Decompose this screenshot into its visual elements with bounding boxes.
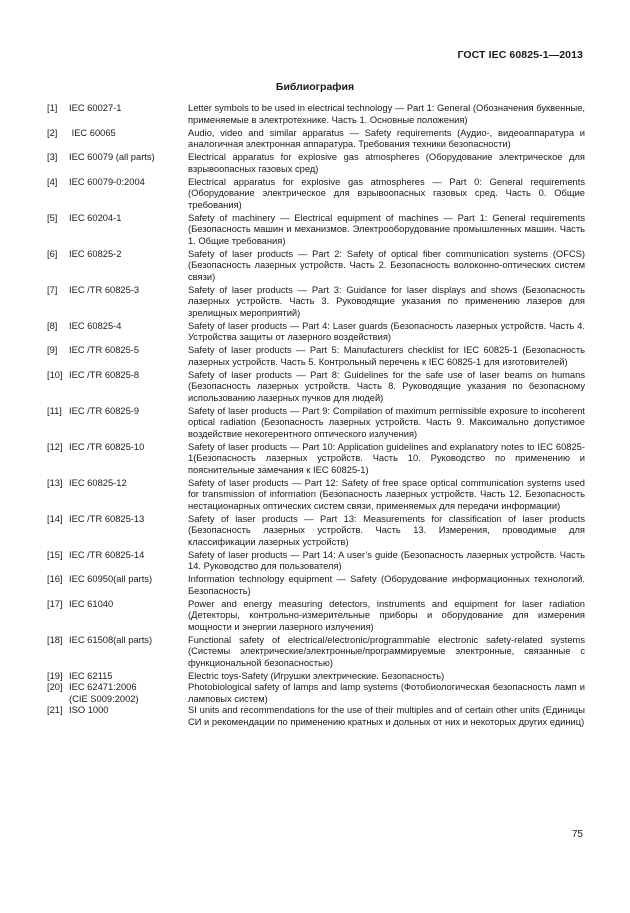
entry-code: IEC 61508(all parts) [69, 634, 153, 645]
entry-code: IEC /TR 60825-5 [69, 345, 140, 355]
entry-number: [6] [47, 248, 58, 259]
entry-number: [9] [47, 345, 58, 355]
entry-number: [21] [47, 705, 63, 715]
entry-number: [5] [47, 212, 58, 223]
entry-code: IEC 60825-4 [69, 320, 122, 331]
entry-text: Safety of laser products — Part 3: Guidance for laser displays and shows (Безопасность лазерных устройств. Часть 3. Руководящие указания по применению лазеров для зрелищных мероприятий) [188, 284, 585, 318]
page-number: 75 [571, 829, 583, 840]
entry-code: IEC 62115 [69, 670, 113, 681]
entry-number: [19] [47, 670, 63, 681]
entry-number: [10] [47, 369, 63, 380]
bibliography-entry [47, 103, 585, 126]
entry-text: Power and energy measuring detectors, instruments and equipment for laser radiation (Детекторы, контрольно-измерительные приборы и оборудование для измерения мощности и энергии лазерного излучения) [188, 598, 585, 632]
entry-text: Safety of laser products — Part 5: Manufacturers checklist for IEC 60825-1 (Безопасность лазерных устройств. Часть 5. Контрольный перечень к IEC 60825-1 для изготовителей) [188, 345, 585, 367]
entry-code: IEC /TR 60825-8 [69, 369, 140, 380]
entry-code: IEC 60825-2 [69, 248, 122, 259]
entry-number: [1] [47, 103, 58, 113]
entry-number: [18] [47, 634, 63, 645]
entry-code: IEC 60825-12 [69, 477, 127, 488]
entry-code: ISO 1000 [69, 705, 109, 715]
bibliography-entry [47, 321, 585, 344]
entry-number: [3] [47, 152, 58, 162]
entry-number: [2] [47, 127, 58, 138]
entry-number: [12] [47, 441, 63, 452]
bibliography-entry [47, 478, 585, 513]
bibliography-entry [47, 635, 585, 670]
entry-code: IEC 60065 [69, 127, 116, 138]
entry-text: Functional safety of electrical/electronic/programmable electronic safety-related systems (Системы электрические/электронные/программируемые электронные, связанные с функциональной безопасностью) [188, 634, 585, 668]
bibliography-entry [47, 550, 585, 573]
entry-number: [16] [47, 574, 63, 584]
entry-text: Safety of laser products — Part 13: Measurements for classification of laser products (Безопасность лазерных устройств. Часть 13. Измерения, проводимые для классификации лазерных устройств) [188, 513, 585, 547]
entry-number: [7] [47, 284, 58, 295]
entry-text: Safety of laser products — Part 9: Compilation of maximum permissible exposure to incoherent optical radiation (Безопасность лазерных устройств. Часть 9. Максимально допустимое воздействие некогерентного оптического излучения) [188, 405, 585, 439]
entry-text: SI units and recommendations for the use of their multiples and of certain other units (Единицы СИ и рекомендации по применению кратных и дольных от них и некоторых других единиц) [188, 705, 585, 727]
bibliography-entry [47, 345, 585, 368]
entry-text: Photobiological safety of lamps and lamp systems (Фотобиологическая безопасность ламп и ламповых систем) [188, 682, 585, 704]
bibliography-entry [47, 705, 585, 728]
entry-text: Safety of laser products — Part 10: Application guidelines and explanatory notes to IEC 60825-1(Безопасность лазерных устройств. Часть 10. Руководство по применению и пояснительные замечания к IEC 60825-1) [188, 441, 585, 475]
entry-text: Safety of machinery — Electrical equipment of machines — Part 1: General requirements (Безопасность машин и механизмов. Электрооборудование промышленных машин. Часть 1. Общие требования) [188, 212, 585, 246]
entry-text: Safety of laser products — Part 14: A user’s guide (Безопасность лазерных устройств. Часть 14. Руководство для пользователя) [188, 549, 585, 571]
entry-code: IEC 60204-1 [69, 212, 122, 223]
entry-code: IEC /TR 60825-14 [69, 549, 145, 560]
entry-text: Electrical apparatus for explosive gas atmospheres — Part 0: General requirements (Оборудование электрическое для взрывоопасных газовых сред. Часть 0. Общие требования) [188, 176, 585, 210]
bibliography-entry [47, 285, 585, 320]
bibliography-entry [47, 599, 585, 634]
bibliography-entry [47, 128, 585, 151]
bibliography-entry [47, 406, 585, 441]
bibliography-entry [47, 249, 585, 284]
entry-text: Safety of laser products — Part 2: Safety of optical fiber communication systems (OFCS) (Безопасность лазерных устройств. Часть 2. Безопасность волоконно-оптических систем связи) [188, 248, 585, 282]
entry-text: Safety of laser products — Part 8: Guidelines for the safe use of laser beams on humans (Безопасность лазерных устройств. Часть 8. Руководящие указания по безопасному использованию лазерных пучков для людей) [188, 369, 585, 403]
entry-code-line: IEC 62471:2006 [69, 682, 137, 692]
entry-code: IEC 60950(all parts) [69, 574, 153, 584]
entry-code: IEC /TR 60825-10 [69, 441, 145, 452]
bibliography-entry [47, 370, 585, 405]
bibliography-entry [47, 671, 585, 683]
entry-code: IEC 61040 [69, 598, 114, 609]
entry-code: IEC /TR 60825-3 [69, 284, 140, 295]
entry-code-line-secondary: (CIE S009:2002) [69, 693, 139, 704]
entry-code: IEC /TR 60825-9 [69, 405, 140, 416]
bibliography-entry [47, 442, 585, 477]
entry-code: IEC 60079-0:2004 [69, 176, 145, 187]
entry-number: [15] [47, 549, 63, 560]
bibliography-entry [47, 177, 585, 212]
bibliography-entry [47, 152, 585, 175]
entry-text: Electric toys-Safety (Игрушки электрические. Безопасность) [188, 670, 445, 681]
entry-number: [13] [47, 477, 63, 488]
entry-number: [14] [47, 513, 63, 524]
entry-number: [20] [47, 682, 63, 692]
entry-number: [17] [47, 598, 63, 609]
page-title: Библиография [275, 81, 355, 93]
entry-number: [8] [47, 320, 58, 331]
entry-text: Letter symbols to be used in electrical technology — Part 1: General (Обозначения буквенные, применяемые в электротехнике. Часть 1. Основные положения) [188, 103, 585, 125]
entry-number: [4] [47, 176, 58, 187]
entry-number: [11] [47, 405, 62, 416]
bibliography-list [47, 103, 585, 730]
entry-text: Safety of laser products — Part 12: Safety of free space optical communication systems used for transmission of information (Безопасность лазерных устройств. Часть 12. Безопасность нестационарных оптических систем связи, применяемых для передачи информации) [188, 477, 585, 511]
entry-text: Information technology equipment — Safety (Оборудование информационных технологий. Безопасность) [188, 574, 585, 596]
entry-text: Audio, video and similar apparatus — Safety requirements (Аудио-, видеоаппаратура и аналогичная электронная аппаратура. Требования техники безопасности) [188, 127, 585, 149]
bibliography-entry [47, 514, 585, 549]
bibliography-entry [47, 682, 585, 705]
entry-code: IEC /TR 60825-13 [69, 513, 145, 524]
entry-text: Electrical apparatus for explosive gas atmospheres (Оборудование электрическое для взрывоопасных газовых сред) [188, 152, 585, 174]
document-header: ГОСТ IEC 60825-1—2013 [457, 49, 583, 61]
entry-code: IEC 60079 (all parts) [69, 152, 155, 162]
bibliography-entry [47, 213, 585, 248]
entry-code [69, 682, 187, 705]
entry-code: IEC 60027-1 [69, 103, 122, 113]
bibliography-entry [47, 574, 585, 597]
entry-text: Safety of laser products — Part 4: Laser guards (Безопасность лазерных устройств. Часть 4. Устройства защиты от лазерного воздействия) [188, 320, 585, 342]
